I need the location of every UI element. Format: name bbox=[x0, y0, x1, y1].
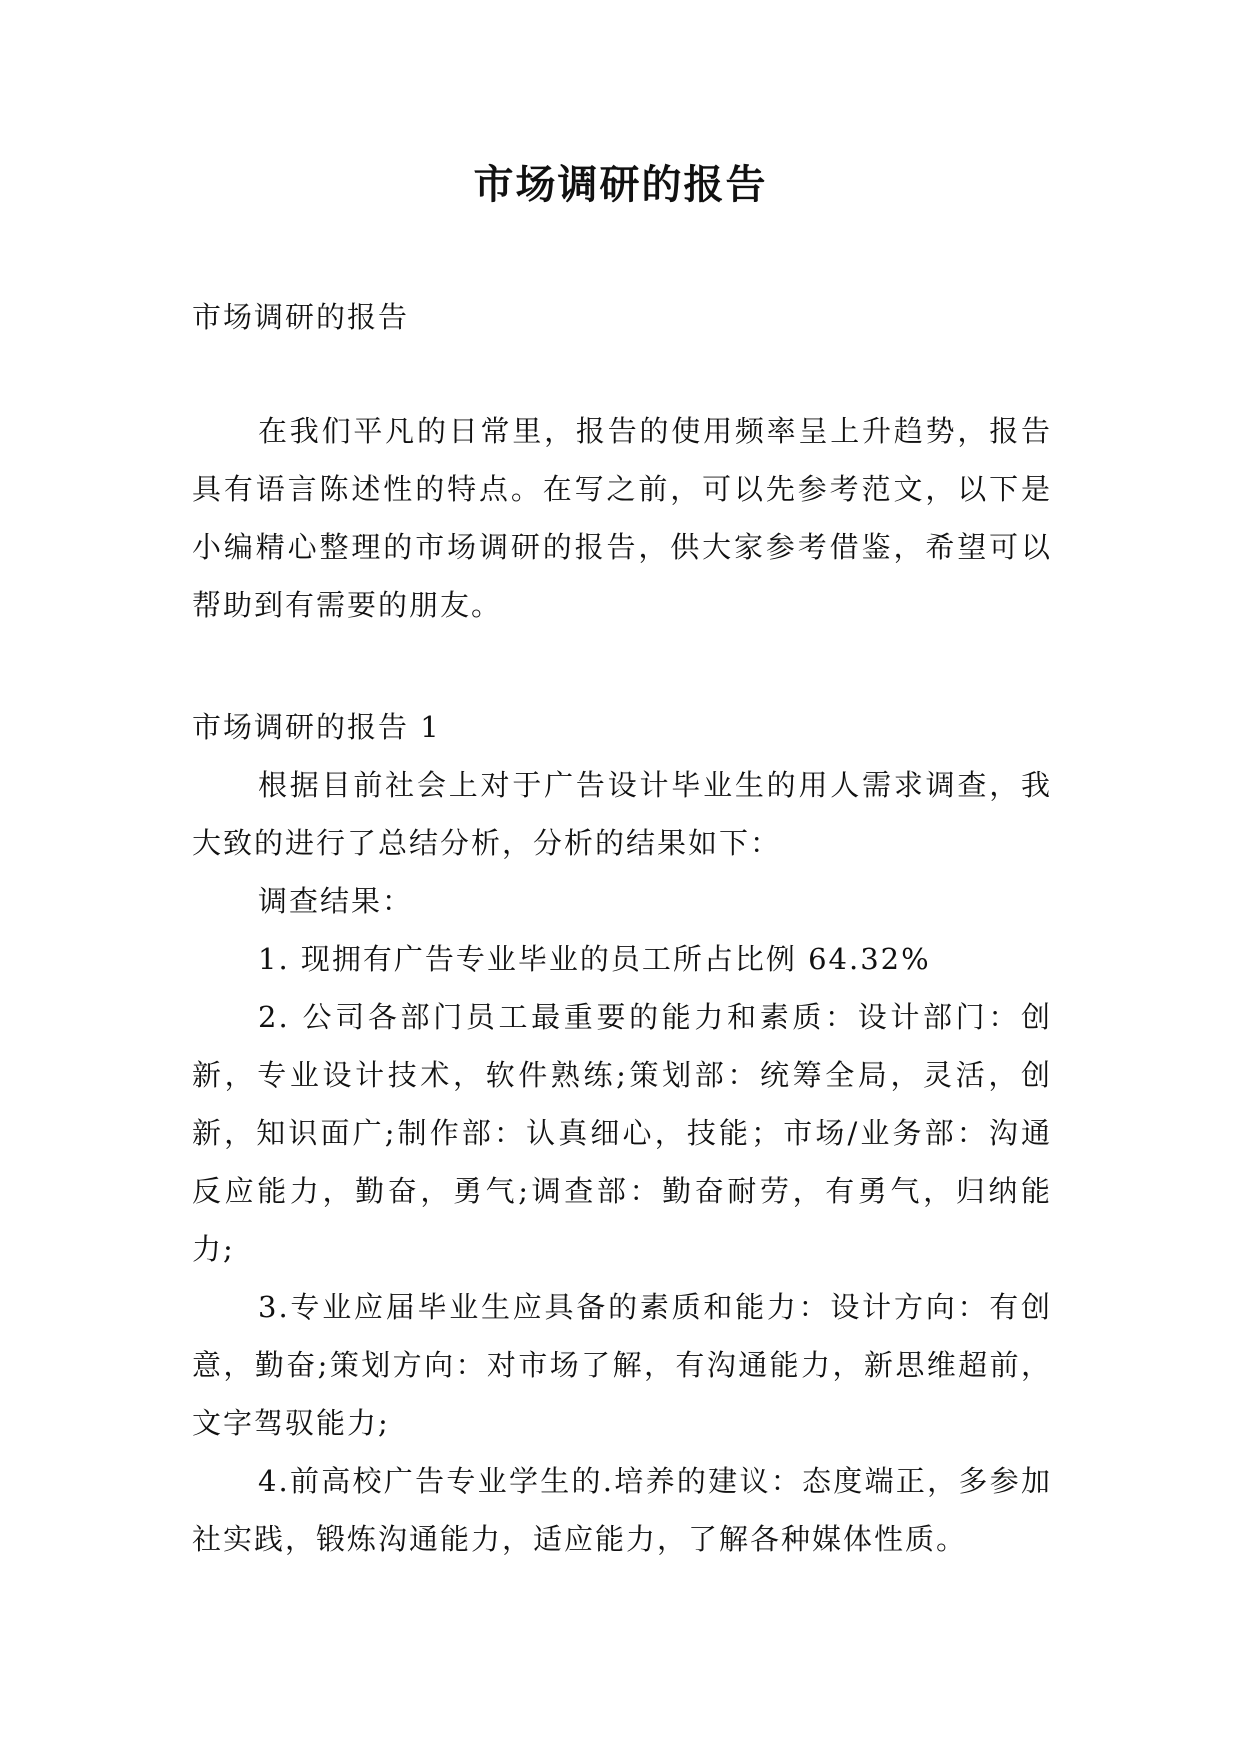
intro-paragraph: 在我们平凡的日常里，报告的使用频率呈上升趋势，报告具有语言陈述性的特点。在写之前，可以先参考范文，以下是小编精心整理的市场调研的报告，供大家参考借鉴，希望可以帮助到有需要的朋友。 bbox=[192, 414, 1052, 622]
document-title: 市场调研的报告 bbox=[473, 161, 768, 208]
section-heading: 市场调研的报告 1 bbox=[192, 710, 441, 744]
list-item-4: 4.前高校广告专业学生的.培养的建议：态度端正，多参加社实践，锻炼沟通能力，适应能力，了解各种媒体性质。 bbox=[192, 1464, 1052, 1556]
list-item-3: 3.专业应届毕业生应具备的素质和能力：设计方向：有创意，勤奋;策划方向：对市场了解，有沟通能力，新思维超前，文字驾驭能力; bbox=[192, 1290, 1052, 1440]
survey-intro-paragraph: 根据目前社会上对于广告设计毕业生的用人需求调查，我大致的进行了总结分析，分析的结果如下： bbox=[192, 768, 1052, 860]
document-subtitle: 市场调研的报告 bbox=[192, 300, 410, 334]
section-body bbox=[192, 756, 1052, 1568]
list-item-2: 2. 公司各部门员工最重要的能力和素质：设计部门：创新，专业设计技术，软件熟练;策划部：统筹全局，灵活，创新，知识面广;制作部：认真细心，技能；市场/业务部：沟通反应能力，勤奋，勇气;调查部：勤奋耐劳，有勇气，归纳能力; bbox=[192, 1000, 1052, 1266]
list-item-1: 1. 现拥有广告专业毕业的员工所占比例 64.32% bbox=[258, 942, 931, 976]
survey-results-label: 调查结果： bbox=[258, 884, 414, 918]
